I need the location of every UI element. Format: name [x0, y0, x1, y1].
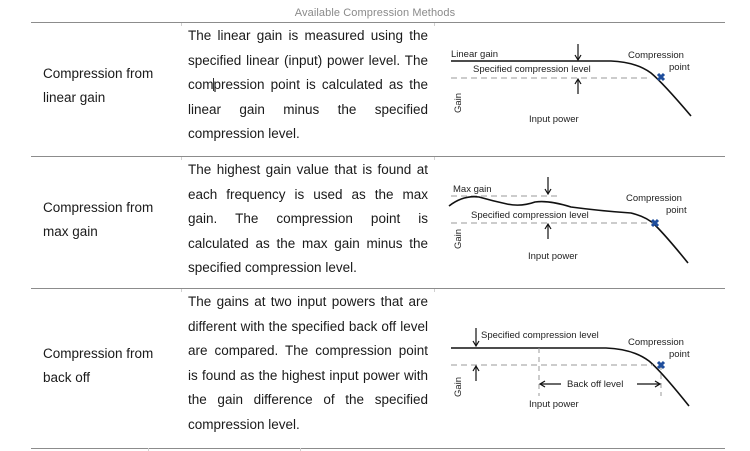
linear-gain-diagram [441, 31, 731, 151]
method-description: The highest gain value that is found at each frequency is used as the max gain. The compression point is calculated as the max gain minus the specified compression level. [188, 162, 428, 276]
method-name-line: Compression from [43, 346, 154, 361]
gain-axis-label: Gain [453, 92, 464, 113]
gain-curve-figure [441, 31, 731, 151]
method-description: The linear gain is measured using the specified linear (input) power level. The compression point is calculated as the linear gain minus the specified compression level. [188, 28, 428, 142]
compression-point-label: Compression [628, 50, 684, 61]
text-cursor [213, 78, 214, 91]
method-name [43, 342, 153, 390]
method-name-line: Compression from [43, 200, 154, 215]
compression-level-label: Specified compression level [473, 64, 591, 75]
back-off-level-label: Back off level [567, 379, 624, 390]
back-off-diagram [441, 323, 731, 443]
gain-axis-label: Gain [453, 376, 464, 397]
compression-point-label: Compression [628, 337, 684, 348]
table-row-max-gain [31, 157, 725, 288]
gain-curve-figure [441, 165, 731, 285]
input-power-axis-label: Input power [529, 114, 579, 125]
compression-level-label: Specified compression level [481, 330, 599, 341]
method-name [43, 62, 153, 110]
compression-point-marker [652, 220, 658, 226]
linear-gain-label: Linear gain [451, 49, 499, 60]
method-name-line: linear gain [43, 90, 106, 105]
compression-point-label: Compression [626, 193, 682, 204]
method-name-line: Compression from [43, 66, 154, 81]
gain-axis-label: Gain [453, 228, 464, 249]
max-gain-label: Max gain [453, 184, 492, 195]
input-power-axis-label: Input power [529, 399, 579, 410]
compression-point-marker [658, 74, 664, 80]
compression-point-marker [658, 362, 664, 368]
method-name-line: max gain [43, 224, 98, 239]
input-power-axis-label: Input power [528, 251, 578, 262]
table-row-linear-gain [31, 23, 725, 156]
gain-curve-figure [441, 323, 731, 443]
compression-point-label: point [669, 349, 690, 360]
table-bottom-rule [31, 448, 725, 449]
max-gain-diagram [441, 165, 731, 285]
method-description: The gains at two input powers that are different with the specified back off level are compared. The compression point is found as the highest input power with the gain difference of the specified compression level. [188, 294, 428, 432]
compression-point-label: point [666, 205, 687, 216]
method-name [43, 196, 153, 244]
table-row-back-off [31, 289, 725, 448]
compression-level-label: Specified compression level [471, 210, 589, 221]
method-name-line: back off [43, 370, 91, 385]
compression-point-label: point [669, 62, 690, 73]
table-caption: Available Compression Methods [294, 7, 456, 19]
